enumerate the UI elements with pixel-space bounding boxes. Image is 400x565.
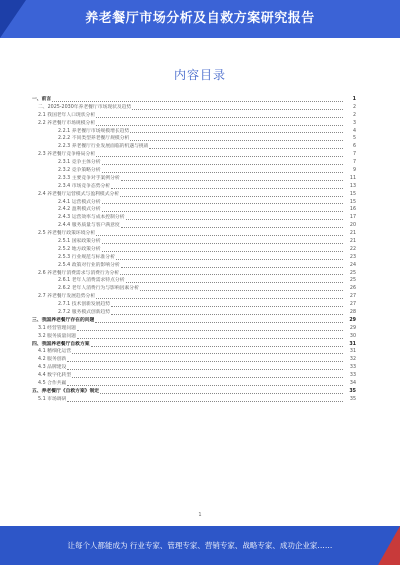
toc-entry[interactable] <box>32 214 356 222</box>
toc-entry-page: 5 <box>352 136 356 142</box>
toc-leader-dots <box>52 101 343 102</box>
toc-entry[interactable] <box>32 388 356 396</box>
toc-entry-page: 31 <box>349 341 356 347</box>
toc-leader-dots <box>126 282 344 283</box>
toc-entry[interactable] <box>32 206 356 214</box>
toc-leader-dots <box>132 109 343 110</box>
toc-entry-label: 3.1 经营管理问题 <box>38 325 76 331</box>
toc-entry-label: 2.3 养老餐厅竞争格局分析 <box>38 152 96 158</box>
toc-leader-dots <box>140 290 343 291</box>
toc-leader-dots <box>121 180 343 181</box>
toc-leader-dots <box>111 314 343 315</box>
toc-entry-label: 2.6.1 老年人消费需求特点分析 <box>58 278 125 284</box>
toc-entry-page: 6 <box>352 144 356 150</box>
toc-entry-page: 2 <box>352 112 356 118</box>
toc-entry-page: 31 <box>349 349 356 355</box>
toc-entry[interactable] <box>32 222 356 230</box>
toc-leader-dots <box>96 298 343 299</box>
toc-entry-label: 2.5.1 国家政策分析 <box>58 239 101 245</box>
footer-slogan: 让每个人都能成为 行业专家、管理专家、营销专家、战略专家、成功企业家…… <box>67 541 333 550</box>
toc-entry[interactable] <box>32 356 356 364</box>
toc-entry-label: 2.2 养老餐厅市场规模分析 <box>38 120 96 126</box>
toc-entry[interactable] <box>32 238 356 246</box>
toc-entry-page: 35 <box>349 396 356 402</box>
toc-entry-label: 2.5.4 政策对行业的影响分析 <box>58 262 120 268</box>
toc-entry[interactable] <box>32 135 356 143</box>
toc-entry[interactable] <box>32 285 356 293</box>
toc-leader-dots <box>67 385 343 386</box>
toc-leader-dots <box>102 172 343 173</box>
toc-entry-page: 17 <box>349 215 356 221</box>
toc-entry[interactable] <box>32 301 356 309</box>
toc-leader-dots <box>96 117 343 118</box>
toc-entry[interactable] <box>32 183 356 191</box>
toc-entry-label: 2.5.3 行业规范与标准分析 <box>58 254 115 260</box>
toc-leader-dots <box>102 251 343 252</box>
toc-entry[interactable] <box>32 159 356 167</box>
toc-leader-dots <box>100 393 343 394</box>
toc-entry-label: 二、2025-2030年养老餐厅市场现状及趋势 <box>38 104 132 110</box>
toc-entry-label: 2.2.2 不同类型养老餐厅规模分析 <box>58 136 130 142</box>
toc-entry-page: 3 <box>352 120 356 126</box>
toc-entry-label: 2.3.4 市场竞争态势分析 <box>58 183 111 189</box>
toc-entry-page: 13 <box>349 183 356 189</box>
toc-entry-page: 2 <box>352 104 356 110</box>
toc-entry-label: 2.3.1 竞争主体分析 <box>58 160 101 166</box>
toc-leader-dots <box>72 353 343 354</box>
toc-entry-label: 2.7.1 技术创新发展趋势 <box>58 302 111 308</box>
toc-entry[interactable] <box>32 175 356 183</box>
toc-entry[interactable] <box>32 333 356 341</box>
toc-heading: 内容目录 <box>173 68 226 82</box>
toc-entry-label: 2.3.2 竞争策略分析 <box>58 168 101 173</box>
toc-entry-label: 2.1 我国老年人口现状分析 <box>38 112 96 118</box>
toc-entry[interactable] <box>32 230 356 238</box>
toc-entry-label: 2.4.4 服务质量与客户满意度 <box>58 223 120 229</box>
toc-entry[interactable] <box>32 104 356 112</box>
toc-leader-dots <box>67 369 343 370</box>
toc-entry-page: 23 <box>349 254 356 260</box>
toc-leader-dots <box>91 346 343 347</box>
toc-entry-page: 33 <box>349 365 356 371</box>
toc-entry[interactable] <box>32 309 356 317</box>
toc-entry-label: 5.1 市场调研 <box>38 396 67 402</box>
toc-entry[interactable] <box>32 262 356 270</box>
table-of-contents <box>32 96 356 404</box>
toc-entry-page: 15 <box>349 199 356 205</box>
toc-entry-page: 27 <box>349 294 356 300</box>
toc-entry-label: 2.2.3 养老餐厅行业发展面临的机遇与挑战 <box>58 144 149 150</box>
toc-entry[interactable] <box>32 246 356 254</box>
toc-leader-dots <box>72 377 343 378</box>
toc-entry-label: 2.5 养老餐厅政策环境分析 <box>38 231 96 237</box>
toc-entry[interactable] <box>32 293 356 301</box>
toc-entry-label: 五、养老餐厅《自救方案》制定 <box>32 388 100 394</box>
toc-entry[interactable] <box>32 254 356 262</box>
toc-entry-page: 28 <box>349 310 356 316</box>
toc-leader-dots <box>102 164 343 165</box>
toc-entry-page: 16 <box>349 207 356 213</box>
toc-leader-dots <box>130 140 343 141</box>
toc-entry[interactable] <box>32 120 356 128</box>
toc-leader-dots <box>67 361 343 362</box>
toc-entry-page: 7 <box>352 152 356 158</box>
toc-entry-page: 21 <box>349 239 356 245</box>
toc-entry-page: 21 <box>349 231 356 237</box>
toc-entry-label: 2.3.3 主要竞争对手案例分析 <box>58 175 120 181</box>
toc-entry-page: 24 <box>349 262 356 268</box>
toc-leader-dots <box>77 330 343 331</box>
toc-leader-dots <box>77 338 343 339</box>
toc-entry[interactable] <box>32 143 356 151</box>
toc-entry-label: 三、我国养老餐厅存在的问题 <box>32 317 95 323</box>
toc-entry-label: 2.4.1 运营模式分析 <box>58 199 101 205</box>
toc-entry-page: 32 <box>349 357 356 363</box>
toc-leader-dots <box>102 203 343 204</box>
footer-bar <box>0 526 400 565</box>
toc-leader-dots <box>149 148 343 149</box>
toc-entry[interactable] <box>32 364 356 372</box>
toc-entry[interactable] <box>32 199 356 207</box>
toc-entry[interactable] <box>32 349 356 357</box>
toc-entry-page: 26 <box>349 286 356 292</box>
toc-entry[interactable] <box>32 191 356 199</box>
toc-entry-label: 4.5 合作共赢 <box>38 381 67 387</box>
toc-entry-page: 20 <box>349 223 356 229</box>
toc-entry[interactable] <box>32 317 356 325</box>
toc-entry-page: 4 <box>352 128 356 134</box>
toc-entry[interactable] <box>32 96 356 104</box>
toc-leader-dots <box>111 306 343 307</box>
toc-entry-label: 2.7.2 服务模式创新趋势 <box>58 310 111 316</box>
toc-entry[interactable] <box>32 341 356 349</box>
toc-entry-label: 3.2 服务质量问题 <box>38 333 76 339</box>
toc-entry-page: 1 <box>352 96 356 102</box>
toc-entry-page: 29 <box>349 325 356 331</box>
toc-entry-label: 四、我国养老餐厅自救方案 <box>32 341 90 347</box>
toc-entry-page: 25 <box>349 270 356 276</box>
toc-entry-label: 4.4 数字化转型 <box>38 373 72 379</box>
toc-leader-dots <box>120 196 343 197</box>
toc-entry-page: 7 <box>352 160 356 166</box>
toc-entry-page: 34 <box>349 381 356 387</box>
toc-entry-page: 35 <box>349 388 356 394</box>
toc-entry[interactable] <box>32 112 356 120</box>
toc-entry[interactable] <box>32 372 356 380</box>
toc-entry-page: 27 <box>349 302 356 308</box>
toc-entry[interactable] <box>32 396 356 404</box>
toc-leader-dots <box>111 188 343 189</box>
toc-leader-dots <box>116 259 343 260</box>
toc-entry[interactable] <box>32 380 356 388</box>
toc-entry-page: 15 <box>349 191 356 197</box>
toc-entry[interactable] <box>32 151 356 159</box>
toc-entry-label: 2.2.1 养老餐厅市场规模增长趋势 <box>58 128 130 134</box>
toc-leader-dots <box>95 322 343 323</box>
toc-entry-page: 22 <box>349 246 356 252</box>
toc-entry[interactable] <box>32 128 356 136</box>
header-bar <box>0 0 400 38</box>
toc-entry-label: 2.4 养老餐厅运营模式与盈利模式分析 <box>38 191 120 197</box>
toc-entry-label: 2.4.2 盈利模式分析 <box>58 207 101 213</box>
toc-entry-label: 4.2 服务创新 <box>38 357 67 363</box>
toc-entry-label: 4.3 品牌建设 <box>38 365 67 371</box>
page-number: 1 <box>198 512 202 518</box>
toc-entry-label: 2.4.3 运营效率与成本控制分析 <box>58 215 125 221</box>
toc-entry-label: 2.7 养老餐厅发展趋势分析 <box>38 294 96 300</box>
toc-entry-page: 11 <box>349 175 356 181</box>
toc-leader-dots <box>96 156 343 157</box>
toc-leader-dots <box>121 227 343 228</box>
toc-leader-dots <box>96 235 343 236</box>
toc-entry-label: 2.5.2 地方政策分析 <box>58 246 101 252</box>
toc-leader-dots <box>96 125 343 126</box>
toc-entry-page: 30 <box>349 333 356 339</box>
toc-leader-dots <box>102 211 343 212</box>
toc-entry-page: 25 <box>349 278 356 284</box>
toc-entry[interactable] <box>32 270 356 278</box>
toc-leader-dots <box>120 274 343 275</box>
toc-leader-dots <box>121 267 343 268</box>
toc-entry[interactable] <box>32 277 356 285</box>
toc-entry-label: 4.1 精细化运营 <box>38 349 72 355</box>
toc-leader-dots <box>102 243 343 244</box>
toc-entry-page: 9 <box>352 168 356 173</box>
toc-entry[interactable] <box>32 325 356 333</box>
toc-entry-page: 29 <box>349 317 356 323</box>
toc-entry-label: 一、前言 <box>32 96 52 102</box>
toc-entry-page: 33 <box>349 373 356 379</box>
document-title: 养老餐厅市场分析及自救方案研究报告 <box>85 11 315 26</box>
toc-leader-dots <box>130 132 343 133</box>
toc-leader-dots <box>126 219 344 220</box>
toc-entry[interactable] <box>32 167 356 175</box>
toc-entry-label: 2.6.2 老年人消费行为与影响因素分析 <box>58 286 139 292</box>
toc-entry-label: 2.6 养老餐厅消费需求与消费行为分析 <box>38 270 120 276</box>
toc-leader-dots <box>67 401 343 402</box>
